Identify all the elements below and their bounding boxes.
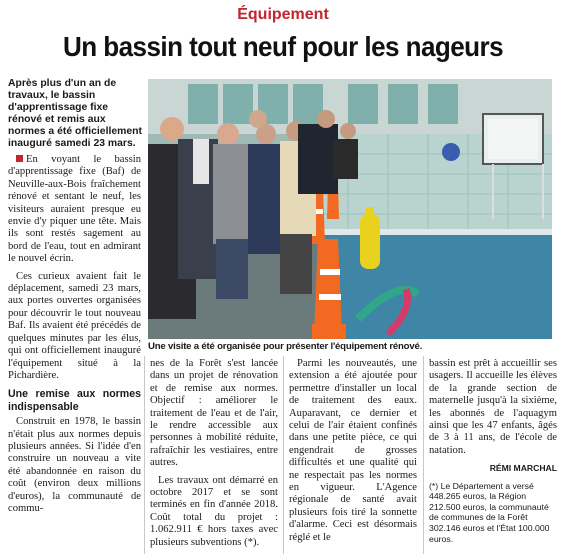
column-3 — [289, 358, 417, 549]
paragraph-text: En voyant le bassin d'apprentissage fixe (Baf) de Neuville-aux-Bois fraîchement rénové et sentant le neuf, les visiteurs auraient presque eu envie d'y piquer une tête. Mais ils sont restés sagement au bord de l'eau, tout en admirant le nouvel écrin. — [8, 154, 141, 265]
section-subhead: Une remise aux normes indispensable — [8, 388, 141, 413]
column-divider — [283, 356, 284, 554]
paragraph: bassin est prêt à accueillir ses usagers. Il accueille les élèves de la grande section de maternelle jusqu'à la sixième, les abonnés de l'aquagym ainsi que les 47 enfants, âgés de 3 à 11 ans, de l'école de natation. — [429, 358, 557, 456]
author-signature: RÉMI MARCHAL — [489, 463, 557, 474]
column-divider — [144, 356, 145, 554]
paragraph: nes de la Forêt s'est lancée dans un projet de rénovation et de remise aux normes. Objectif : améliorer le traitement de l'eau et de l'air, le rendre accessible aux personnes à mobilité réduite, rafraîchir les vestiaires, entre autres. — [150, 358, 278, 469]
funding-note: (*) Le Département a versé 448.265 euros, la Région 212.500 euros, la communauté de communes de la Forêt 302.146 euros et l'État 100.000 euros. — [429, 480, 550, 544]
square-bullet-icon — [16, 155, 23, 162]
paragraph: Construit en 1978, le bassin n'était plus aux normes depuis plusieurs années. Si l'idée d'en construire un nouveau a vite été abandonnée en raison du coût (environ deux millions d'euros), la communauté de commu- — [8, 416, 141, 514]
section-kicker: Équipement — [237, 6, 329, 23]
paragraph: Les travaux ont démarré en octobre 2017 et se sont terminés en fin d'année 2018. Coût total du projet : 1.062.911 € hors taxes avec plusieurs subventions (*). — [150, 474, 278, 548]
paragraph: Parmi les nouveautés, une extension a été ajoutée pour permettre d'installer un local de traitement des eaux. Auparavant, ce dernier et celui de l'air étaient confinés dans une petite pièce, ce qui engendrait de grosses difficultés et une qualité qui ne respectait pas les normes en vigueur. L'Agence régionale de santé avait plusieurs fois tiré la sonnette d'alarme. Ceci est désormais réglé et le — [289, 358, 417, 543]
paragraph: Ces curieux avaient fait le déplacement, samedi 23 mars, aux portes ouvertes organisées pour découvrir le tout nouveau Baf. Ils avaient été précédés de quelques minutes par les élus, qui ont officiellement inauguré l'équipement situé à la Pichardière. — [8, 270, 141, 381]
column-divider — [423, 356, 424, 554]
pool-visit-photo — [148, 79, 552, 339]
column-4 — [429, 358, 557, 544]
article-headline: Un bassin tout neuf pour les nageurs — [62, 31, 504, 62]
photo-caption: Une visite a été organisée pour présenter l'équipement rénové. — [148, 341, 423, 352]
column-1 — [8, 154, 141, 520]
column-2 — [150, 358, 278, 554]
article-photo — [148, 79, 552, 339]
paragraph — [8, 154, 141, 266]
article-lead: Après plus d'un an de travaux, le bassin d'apprentissage fixe rénové et remis aux normes a été officiellement inauguré samedi 23 mars. — [8, 78, 142, 150]
